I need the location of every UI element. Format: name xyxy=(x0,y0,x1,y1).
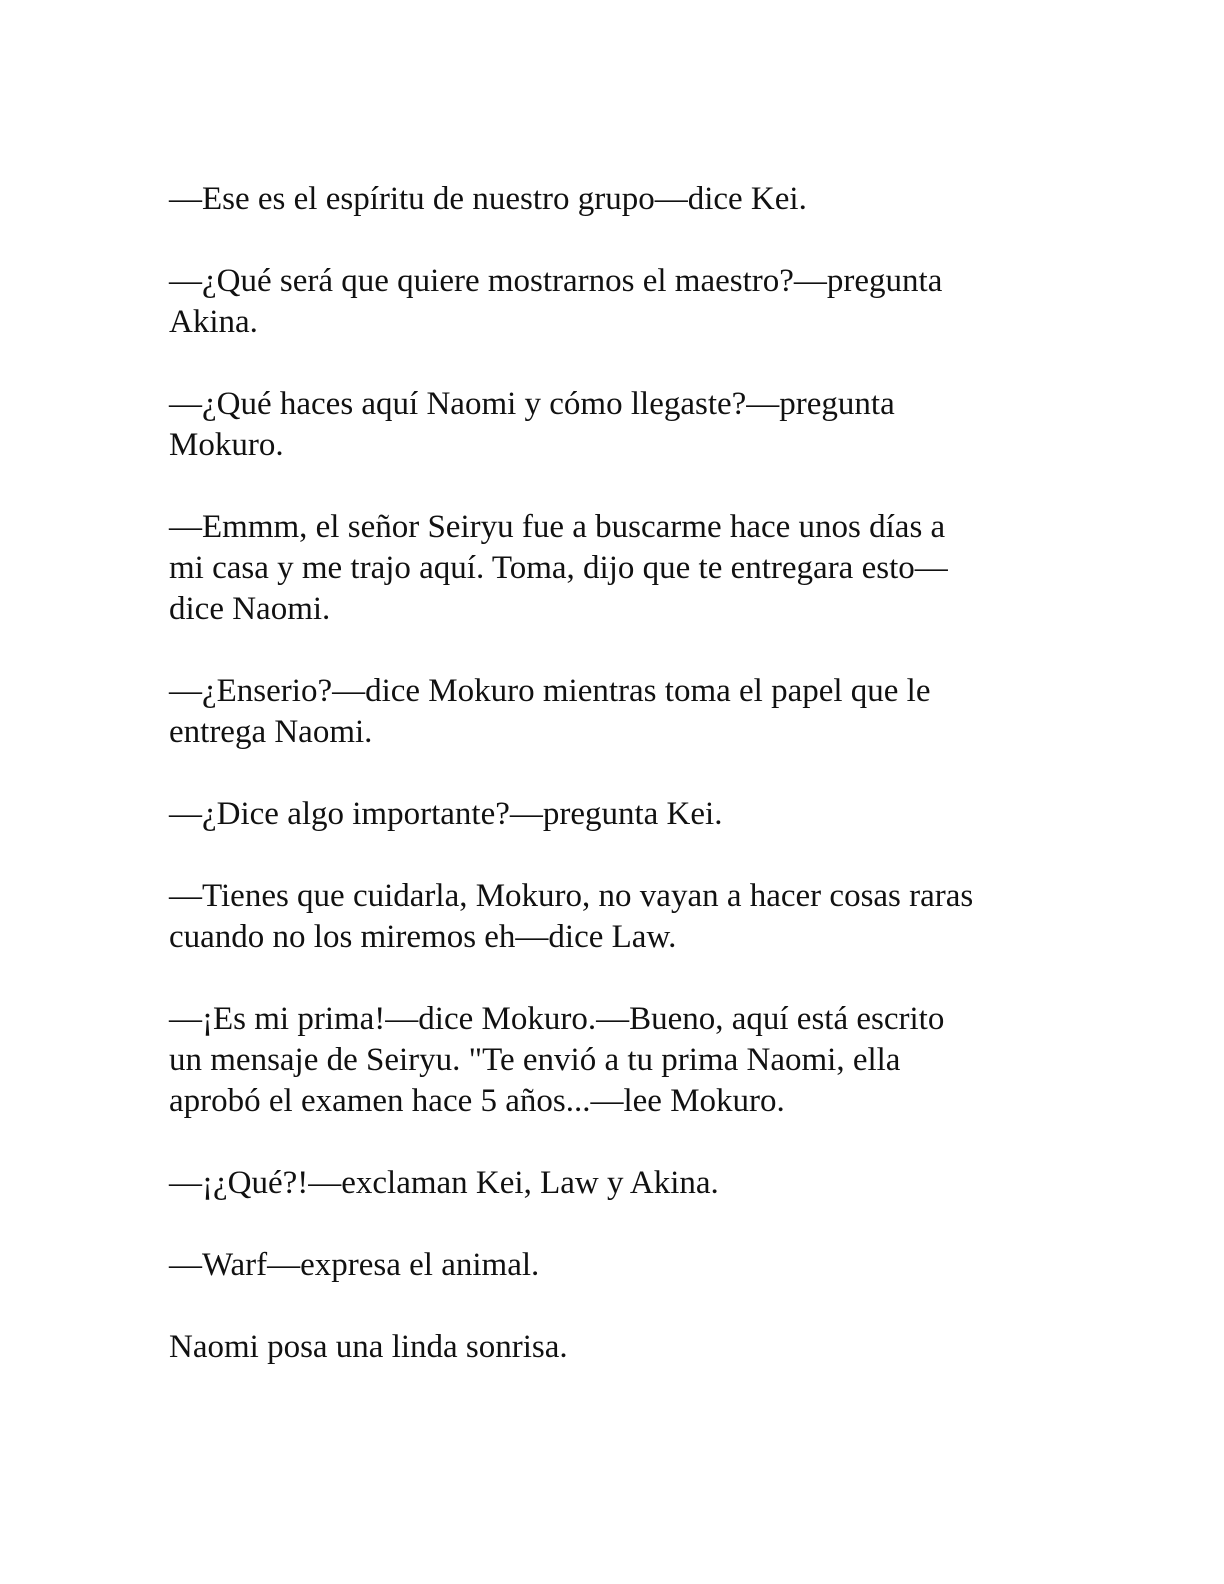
paragraph: —Tienes que cuidarla, Mokuro, no vayan a hacer cosas raras cuando no los miremos eh—dice Law. xyxy=(169,878,974,955)
paragraph: —¡Es mi prima!—dice Mokuro.—Bueno, aquí está escrito un mensaje de Seiryu. "Te envió a tu prima Naomi, ella aprobó el examen hace 5 años...—lee Mokuro. xyxy=(169,1001,945,1119)
paragraph: —¿Enserio?—dice Mokuro mientras toma el papel que le entrega Naomi. xyxy=(169,673,931,750)
body-text xyxy=(169,179,1069,1409)
paragraph: Naomi posa una linda sonrisa. xyxy=(169,1329,568,1365)
paragraph: —¿Dice algo importante?—pregunta Kei. xyxy=(169,796,723,832)
paragraph: —Ese es el espíritu de nuestro grupo—dice Kei. xyxy=(169,181,807,217)
paragraph: —Warf—expresa el animal. xyxy=(169,1247,540,1283)
paragraph: —Emmm, el señor Seiryu fue a buscarme hace unos días a mi casa y me trajo aquí. Toma, dijo que te entregara esto— dice Naomi. xyxy=(169,509,948,627)
paragraph: —¿Qué será que quiere mostrarnos el maestro?—pregunta Akina. xyxy=(169,263,943,340)
paragraph: —¡¿Qué?!—exclaman Kei, Law y Akina. xyxy=(169,1165,719,1201)
paragraph: —¿Qué haces aquí Naomi y cómo llegaste?—pregunta Mokuro. xyxy=(169,386,895,463)
